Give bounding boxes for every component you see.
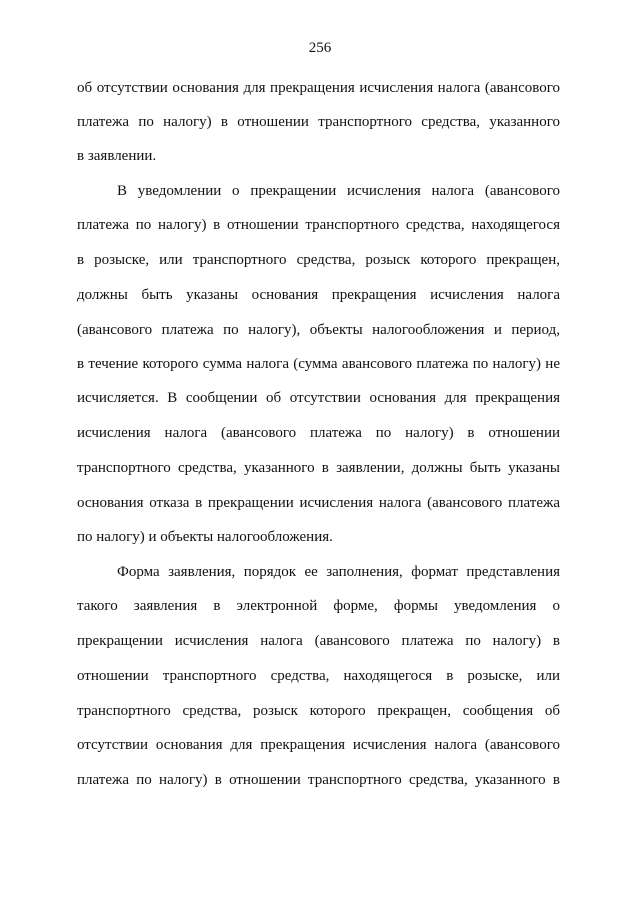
- text-line: прекращении исчисления налога (авансового платежа по налогу) в: [77, 633, 560, 649]
- text-line: Форма заявления, порядок ее заполнения, формат представления: [117, 564, 560, 580]
- text-line: отсутствии основания для прекращения исчисления налога (авансового: [77, 737, 560, 753]
- text-line: такого заявления в электронной форме, формы уведомления о: [77, 598, 560, 614]
- text-line: в течение которого сумма налога (сумма авансового платежа по налогу) не: [77, 356, 560, 372]
- text-line: отношении транспортного средства, находящегося в розыске, или: [77, 668, 560, 684]
- text-line: в заявлении.: [77, 148, 157, 164]
- text-line: должны быть указаны основания прекращения исчисления налога: [77, 287, 560, 303]
- text-line: об отсутствии основания для прекращения исчисления налога (авансового: [77, 80, 560, 96]
- text-line: платежа по налогу) в отношении транспортного средства, указанного в: [77, 772, 560, 788]
- text-line: (авансового платежа по налогу), объекты налогообложения и период,: [77, 322, 560, 338]
- text-line: исчисляется. В сообщении об отсутствии основания для прекращения: [77, 390, 560, 406]
- text-line: В уведомлении о прекращении исчисления налога (авансового: [117, 183, 560, 199]
- text-line: транспортного средства, указанного в заявлении, должны быть указаны: [77, 460, 560, 476]
- text-line: транспортного средства, розыск которого прекращен, сообщения об: [77, 703, 560, 719]
- text-line: основания отказа в прекращении исчисления налога (авансового платежа: [77, 495, 560, 511]
- text-line: платежа по налогу) в отношении транспортного средства, находящегося: [77, 217, 560, 233]
- text-line: в розыске, или транспортного средства, розыск которого прекращен,: [77, 252, 560, 268]
- text-line: платежа по налогу) в отношении транспортного средства, указанного: [77, 114, 560, 130]
- text-line: исчисления налога (авансового платежа по налогу) в отношении: [77, 425, 560, 441]
- text-line: по налогу) и объекты налогообложения.: [77, 529, 333, 545]
- page-number: 256: [308, 40, 332, 56]
